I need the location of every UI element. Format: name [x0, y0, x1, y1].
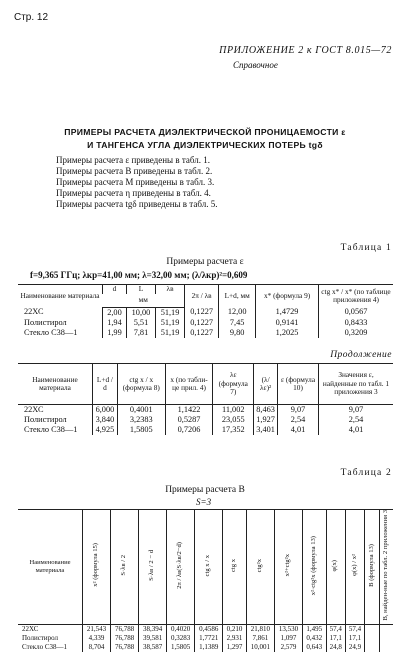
table-cell: 22ХС — [24, 307, 44, 317]
table-cell: 2,579 — [274, 643, 302, 652]
table-cell: 1,1389 — [195, 643, 223, 652]
table1c-header: (λ/λε)² — [254, 364, 278, 405]
intro-line: Примеры расчета B приведены в табл. 2. — [56, 166, 213, 176]
table1c-header: ε (формула 10) — [278, 364, 319, 405]
intro-line: Примеры расчета η приведены в табл. 4. — [56, 188, 211, 198]
table-cell: 3,2383 — [117, 415, 165, 425]
table-cell — [365, 634, 380, 643]
table-cell: 0,210 — [223, 625, 247, 635]
table-cell: 1,927 — [254, 415, 278, 425]
table-cell: 51,19 — [156, 318, 185, 328]
table-cell — [365, 625, 380, 635]
vertical-header-text: x²+ctg²x — [284, 554, 292, 577]
table-cell: 2,54 — [278, 415, 319, 425]
table-cell: 12,00 — [219, 307, 256, 318]
table1 — [18, 284, 393, 338]
table-cell: 0,1227 — [185, 328, 219, 338]
table-cell: 0,4586 — [195, 625, 223, 635]
table-cell: 4,01 — [319, 425, 394, 435]
heading-line-1: ПРИМЕРЫ РАСЧЕТА ДИЭЛЕКТРИЧЕСКОЙ ПРОНИЦАЕМОСТИ ε — [64, 127, 346, 137]
table-cell: 51,19 — [156, 307, 185, 318]
table-row — [18, 625, 393, 635]
table-cell: 2,00 — [103, 307, 127, 318]
table-cell: 3,840 — [93, 415, 118, 425]
vertical-header-text: ctg x / x — [204, 554, 212, 576]
vertical-header-text: B, найден-ные по табл. 2 приложения 3 — [382, 510, 390, 621]
heading-line-2: И ТАНГЕНСА УГЛА ДИЭЛЕКТРИЧЕСКИХ ПОТЕРЬ tgδ — [87, 140, 323, 150]
table-cell: 76,788 — [111, 643, 139, 652]
table-cell: 57,4 — [326, 625, 345, 635]
table-cell: 0,4020 — [167, 625, 195, 635]
table-row — [18, 415, 393, 425]
table-cell: 23,055 — [213, 415, 254, 425]
table-cell: 10,00 — [126, 307, 155, 318]
table-row — [18, 405, 393, 416]
table-cell: 4,339 — [83, 634, 111, 643]
table-cell: 0,7206 — [165, 425, 213, 435]
table-cell: 10,001 — [246, 643, 274, 652]
table2-header — [139, 510, 167, 625]
table-cell: 0,643 — [302, 643, 326, 652]
table1-formula: f=9,365 ГГц; λкр=41,00 мм; λ=32,00 мм; (λ/λкр)²=0,609 — [30, 270, 248, 280]
table-cell: 1,5805 — [117, 425, 165, 435]
table2-header — [379, 510, 393, 625]
table-cell: 22ХС — [24, 405, 44, 414]
appendix-title: ПРИЛОЖЕНИЕ 2 к ГОСТ 8.015—72 — [219, 45, 392, 56]
table2-header — [365, 510, 380, 625]
table-cell: 1,99 — [103, 328, 127, 338]
table-cell: 2,54 — [319, 415, 394, 425]
table2-s-value: S=3 — [196, 497, 212, 507]
table-cell: 38,587 — [139, 643, 167, 652]
table-cell — [379, 634, 393, 643]
table-cell: 17,352 — [213, 425, 254, 435]
table-cell: 0,5287 — [165, 415, 213, 425]
intro-line: Примеры расчета tgδ приведены в табл. 5. — [56, 199, 218, 209]
table2-header: Наименование материала — [18, 510, 83, 625]
table-row — [18, 425, 393, 435]
table1c-header: ctg x / x (формула 8) — [117, 364, 165, 405]
table2-header — [302, 510, 326, 625]
intro-list — [56, 155, 217, 210]
intro-line: Примеры расчета ε приведены в табл. 1. — [56, 155, 210, 165]
vertical-header-text: ctg²x — [256, 558, 264, 572]
table-row — [18, 643, 393, 652]
table-cell: 3,401 — [254, 425, 278, 435]
table-cell: 0,432 — [302, 634, 326, 643]
table-cell: Полистирол — [22, 634, 59, 643]
table1c-header: Наименование материала — [18, 364, 93, 405]
table-cell: 0,1227 — [185, 307, 219, 318]
table-cell: 1,7721 — [195, 634, 223, 643]
table-cell: Полистирол — [24, 415, 67, 424]
table-cell: Стекло С38—1 — [24, 425, 78, 434]
table-cell: 38,394 — [139, 625, 167, 635]
table-cell: 0,4001 — [117, 405, 165, 416]
table-cell: 7,81 — [126, 328, 155, 338]
table1-header: 2π / λв — [185, 285, 219, 308]
table-cell: Полистирол — [24, 317, 67, 327]
table-cell: 11,002 — [213, 405, 254, 416]
table-cell: 0,1227 — [185, 318, 219, 328]
table-cell: 24,9 — [345, 643, 364, 652]
table1-header: L+d, мм — [219, 285, 256, 308]
vertical-header-text: x²·ctg²x (формула 13) — [310, 535, 318, 595]
table2-header — [345, 510, 364, 625]
table2-header — [83, 510, 111, 625]
table1c-header: λε (формула 7) — [213, 364, 254, 405]
vertical-header-text: φ(x) / x² — [350, 554, 358, 577]
table-cell: 1,097 — [274, 634, 302, 643]
table1c-header: x (по табли-це прил. 4) — [165, 364, 213, 405]
table1c-header: Значения ε, найденные по табл. 1 приложения 3 — [319, 364, 394, 405]
intro-line: Примеры расчета M приведены в табл. 3. — [56, 177, 215, 187]
table-cell: Стекло С38—1 — [24, 327, 78, 337]
table-cell: 8,463 — [254, 405, 278, 416]
table-cell: 1,297 — [223, 643, 247, 652]
table2-header — [246, 510, 274, 625]
table-cell: 4,01 — [278, 425, 319, 435]
vertical-header-text: ctg x — [230, 558, 238, 572]
table-cell: 76,788 — [111, 625, 139, 635]
table1-unit: мм — [103, 294, 185, 308]
vertical-header-text: S·λв / 2 — [120, 554, 128, 576]
appendix-type: Справочное — [233, 60, 278, 70]
section-heading — [0, 126, 410, 152]
table-cell: 76,788 — [111, 634, 139, 643]
table1-label: Таблица 1 — [340, 243, 392, 253]
table-row — [18, 307, 393, 318]
table-cell: 0,3209 — [319, 328, 394, 338]
table2-title: Примеры расчета B — [165, 485, 245, 495]
table-cell: 24,8 — [326, 643, 345, 652]
table-cell: 13,530 — [274, 625, 302, 635]
vertical-header-text: x² (формула 15) — [92, 543, 100, 588]
table1-header: d — [103, 285, 127, 294]
table1-header: Наименование материала — [18, 285, 103, 308]
table-cell: 0,8433 — [319, 318, 394, 328]
table-cell: 1,4729 — [256, 307, 319, 318]
table-cell: 57,4 — [345, 625, 364, 635]
table1c-header: L+d / d — [93, 364, 118, 405]
page-number: Стр. 12 — [14, 12, 49, 23]
table-cell: 9,07 — [319, 405, 394, 416]
table-cell: 22ХС — [22, 625, 39, 634]
continuation-label: Продолжение — [330, 350, 392, 360]
table2-label: Таблица 2 — [340, 468, 392, 478]
vertical-header-text: φ(x) — [331, 559, 339, 571]
table2-header — [274, 510, 302, 625]
table-cell: 8,704 — [83, 643, 111, 652]
table1-title: Примеры расчета ε — [166, 257, 244, 267]
table1-header: x* (формула 9) — [256, 285, 319, 308]
table2-header — [326, 510, 345, 625]
table1-header: L — [126, 285, 155, 294]
table-cell: 7,45 — [219, 318, 256, 328]
table-cell: 5,51 — [126, 318, 155, 328]
table-cell: 0,3283 — [167, 634, 195, 643]
table-cell: 51,19 — [156, 328, 185, 338]
table-row — [18, 318, 393, 328]
table2-header — [167, 510, 195, 625]
table-cell — [379, 625, 393, 635]
table-cell: 39,581 — [139, 634, 167, 643]
vertical-header-text: 2π / λв(S·λв/2−d) — [176, 541, 184, 589]
table2 — [18, 509, 393, 652]
table-row — [18, 328, 393, 338]
table-cell: 9,07 — [278, 405, 319, 416]
vertical-header-text: B (формула 13) — [367, 543, 375, 587]
table-cell: 7,861 — [246, 634, 274, 643]
table-cell: Стекло С38—1 — [22, 643, 68, 652]
table-cell: 9,80 — [219, 328, 256, 338]
table-cell: 0,9141 — [256, 318, 319, 328]
table-cell: 17,1 — [326, 634, 345, 643]
table-cell: 1,2025 — [256, 328, 319, 338]
table-cell: 2,931 — [223, 634, 247, 643]
table2-header — [195, 510, 223, 625]
table-cell: 17,1 — [345, 634, 364, 643]
table1-header: ctg x* / x* (по таблице приложения 4) — [319, 285, 394, 308]
table-cell: 1,495 — [302, 625, 326, 635]
table-cell — [379, 643, 393, 652]
table-cell: 21,810 — [246, 625, 274, 635]
table-cell: 1,5805 — [167, 643, 195, 652]
table2-header — [223, 510, 247, 625]
table-cell: 6,000 — [93, 405, 118, 416]
table-cell: 0,0567 — [319, 307, 394, 318]
table2-header — [111, 510, 139, 625]
table-row — [18, 634, 393, 643]
vertical-header-text: S·λв / 2 − d — [148, 549, 156, 581]
table-cell — [365, 643, 380, 652]
table-cell: 1,94 — [103, 318, 127, 328]
table-cell: 4,925 — [93, 425, 118, 435]
table-cell: 1,1422 — [165, 405, 213, 416]
table-cell: 21,543 — [83, 625, 111, 635]
table1-continuation — [18, 363, 393, 435]
table1-header: λв — [156, 285, 185, 294]
